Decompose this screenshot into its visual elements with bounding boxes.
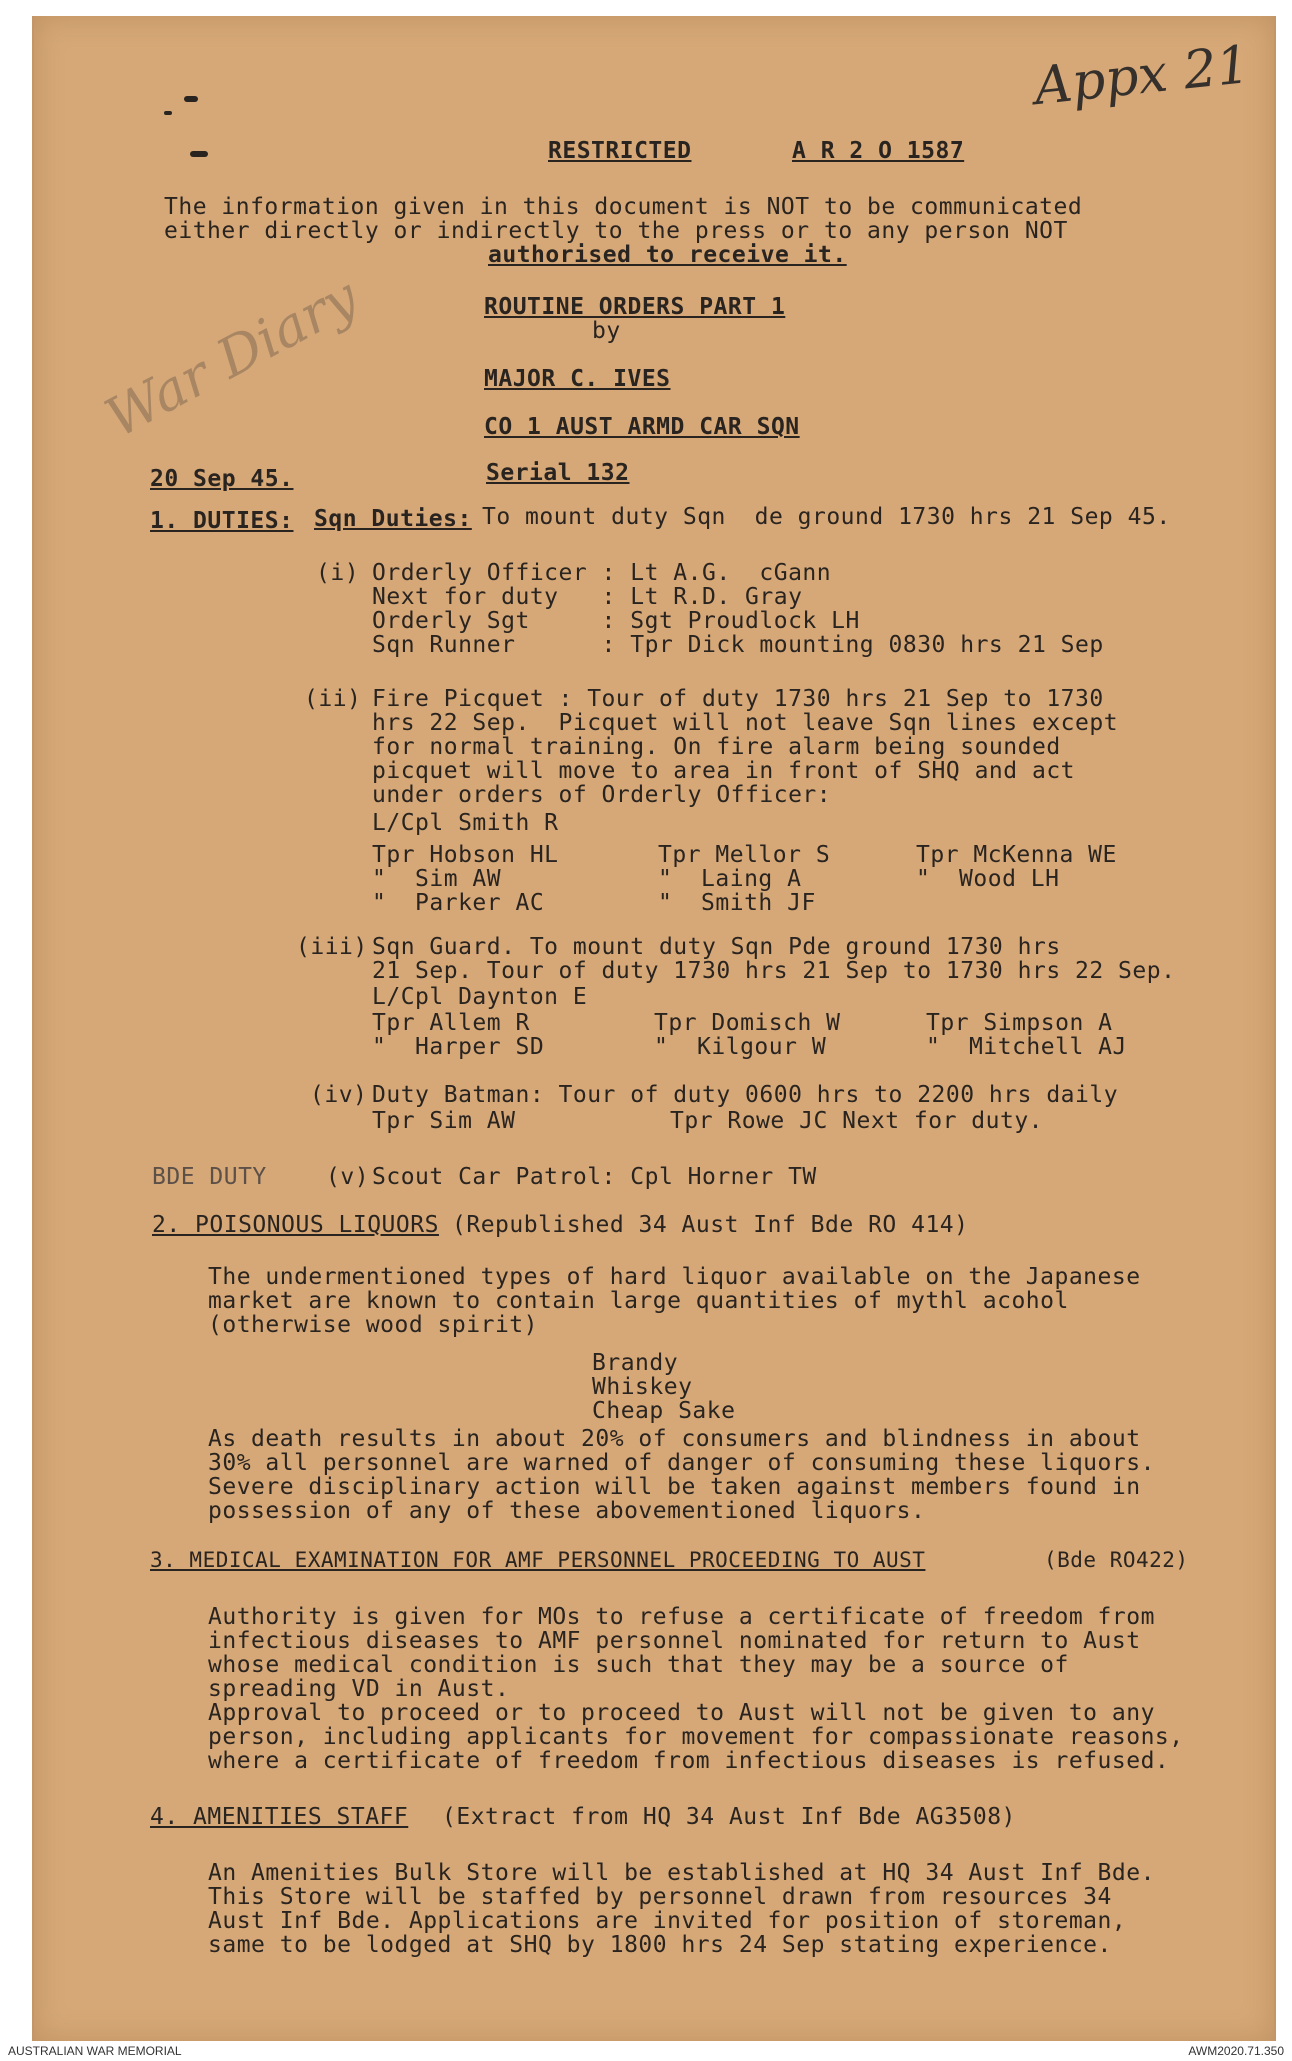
item-i-label: (i) [316, 560, 360, 586]
item-iv-label: (iv) [310, 1082, 368, 1108]
liquor-item: Cheap Sake [592, 1398, 736, 1424]
section-4-line: Aust Inf Bde. Applications are invited for position of storeman, [208, 1908, 1127, 1934]
guard-member: Tpr Simpson A [926, 1010, 1113, 1036]
picquet-member: " Smith JF [658, 890, 816, 916]
item-i-row: Orderly Officer : Lt A.G. cGann [372, 560, 832, 586]
warning-line-2: either directly or indirectly to the press or to any person NOT [164, 218, 1068, 244]
section-3-line: where a certificate of freedom from infectious diseases is refused. [208, 1748, 1170, 1774]
warning-line-1: The information given in this document is NOT to be communicated [164, 194, 1083, 220]
document-page [32, 16, 1276, 2041]
section-3-line: Approval to proceed or to proceed to Aust will not be given to any [208, 1700, 1155, 1726]
section-2-line: The undermentioned types of hard liquor available on the Japanese [208, 1264, 1141, 1290]
item-ii-line: picquet will move to area in front of SHQ and act [372, 758, 1076, 784]
guard-member: " Mitchell AJ [926, 1034, 1127, 1060]
archive-credit: AUSTRALIAN WAR MEMORIAL [8, 2044, 182, 2058]
section-3-line: Authority is given for MOs to refuse a certificate of freedom from [208, 1604, 1155, 1630]
picquet-member: Tpr Mellor S [658, 842, 831, 868]
section-3-heading: 3. MEDICAL EXAMINATION FOR AMF PERSONNEL PROCEEDING TO AUST [150, 1548, 926, 1572]
item-i-row: Sqn Runner : Tpr Dick mounting 0830 hrs 21 Sep [372, 632, 1104, 658]
archive-footer [0, 2041, 1292, 2061]
guard-member: " Harper SD [372, 1034, 545, 1060]
classification-label: RESTRICTED [548, 138, 692, 164]
item-iv-line: Duty Batman: Tour of duty 0600 hrs to 2200 hrs daily [372, 1082, 1119, 1108]
guard-member: Tpr Allem R [372, 1010, 530, 1036]
section-2-heading: 2. POISONOUS LIQUORS [152, 1212, 439, 1238]
section-2-line: 30% all personnel are warned of danger of consuming these liquors. [208, 1450, 1155, 1476]
section-2-line: As death results in about 20% of consumers and blindness in about [208, 1426, 1141, 1452]
document-reference: A R 2 O 1587 [792, 138, 965, 164]
batman-next: Tpr Rowe JC Next for duty. [670, 1108, 1044, 1134]
item-ii-line: hrs 22 Sep. Picquet will not leave Sqn lines except [372, 710, 1119, 736]
bde-duty-margin: BDE DUTY [152, 1164, 267, 1190]
section-4-reference: (Extract from HQ 34 Aust Inf Bde AG3508) [442, 1804, 1016, 1830]
section-4-line: This Store will be staffed by personnel drawn from resources 34 [208, 1884, 1112, 1910]
batman-current: Tpr Sim AW [372, 1108, 516, 1134]
picquet-member: Tpr McKenna WE [916, 842, 1117, 868]
picquet-member: " Sim AW [372, 866, 502, 892]
item-v-label: (v) [326, 1164, 370, 1190]
section-2-line: market are known to contain large quantities of mythl acohol [208, 1288, 1069, 1314]
section-1-subheading: Sqn Duties: [314, 506, 472, 532]
orders-by: by [592, 318, 621, 344]
item-ii-line: under orders of Orderly Officer: [372, 782, 832, 808]
picquet-lead: L/Cpl Smith R [372, 810, 559, 836]
item-v-line: Scout Car Patrol: Cpl Horner TW [372, 1164, 817, 1190]
picquet-member: " Wood LH [916, 866, 1060, 892]
section-1-intro: To mount duty Sqn de ground 1730 hrs 21 Sep 45. [482, 504, 1171, 530]
picquet-member: Tpr Hobson HL [372, 842, 559, 868]
issuing-unit: CO 1 AUST ARMD CAR SQN [484, 414, 800, 440]
guard-member: Tpr Domisch W [654, 1010, 841, 1036]
issuing-officer: MAJOR C. IVES [484, 366, 671, 392]
serial-number: Serial 132 [486, 460, 630, 486]
appendix-annotation: Appx 21 [1031, 34, 1253, 118]
item-iii-label: (iii) [296, 934, 368, 960]
section-2-line: (otherwise wood spirit) [208, 1312, 538, 1338]
section-4-line: An Amenities Bulk Store will be established at HQ 34 Aust Inf Bde. [208, 1860, 1155, 1886]
section-1-heading: 1. DUTIES: [150, 508, 294, 534]
item-ii-label: (ii) [304, 686, 362, 712]
section-3-line: infectious diseases to AMF personnel nominated for return to Aust [208, 1628, 1141, 1654]
order-date: 20 Sep 45. [150, 466, 294, 492]
item-iii-line: Sqn Guard. To mount duty Sqn Pde ground 1730 hrs [372, 934, 1061, 960]
section-4-line: same to be lodged at SHQ by 1800 hrs 24 Sep stating experience. [208, 1932, 1112, 1958]
item-ii-line: Fire Picquet : Tour of duty 1730 hrs 21 Sep to 1730 [372, 686, 1104, 712]
section-3-line: spreading VD in Aust. [208, 1676, 510, 1702]
item-iii-line: 21 Sep. Tour of duty 1730 hrs 21 Sep to 1730 hrs 22 Sep. [372, 958, 1176, 984]
section-2-reference: (Republished 34 Aust Inf Bde RO 414) [452, 1212, 969, 1238]
guard-member: " Kilgour W [654, 1034, 827, 1060]
item-i-row: Next for duty : Lt R.D. Gray [372, 584, 803, 610]
item-ii-line: for normal training. On fire alarm being sounded [372, 734, 1061, 760]
guard-lead: L/Cpl Daynton E [372, 984, 588, 1010]
picquet-member: " Parker AC [372, 890, 545, 916]
section-3-reference: (Bde RO422) [1044, 1548, 1189, 1572]
picquet-member: " Laing A [658, 866, 802, 892]
liquor-item: Brandy [592, 1350, 679, 1376]
section-4-heading: 4. AMENITIES STAFF [150, 1804, 409, 1830]
section-3-line: whose medical condition is such that they may be a source of [208, 1652, 1069, 1678]
warning-line-3: authorised to receive it. [488, 242, 847, 268]
section-2-line: Severe disciplinary action will be taken against members found in [208, 1474, 1141, 1500]
liquor-item: Whiskey [592, 1374, 693, 1400]
archive-reference: AWM2020.71.350 [1188, 2044, 1284, 2058]
section-2-line: possession of any of these abovementioned liquors. [208, 1498, 926, 1524]
orders-title: ROUTINE ORDERS PART 1 [484, 294, 786, 320]
item-i-row: Orderly Sgt : Sgt Proudlock LH [372, 608, 860, 634]
war-diary-margin-note: War Diary [95, 265, 368, 450]
section-3-line: person, including applicants for movement for compassionate reasons, [208, 1724, 1184, 1750]
